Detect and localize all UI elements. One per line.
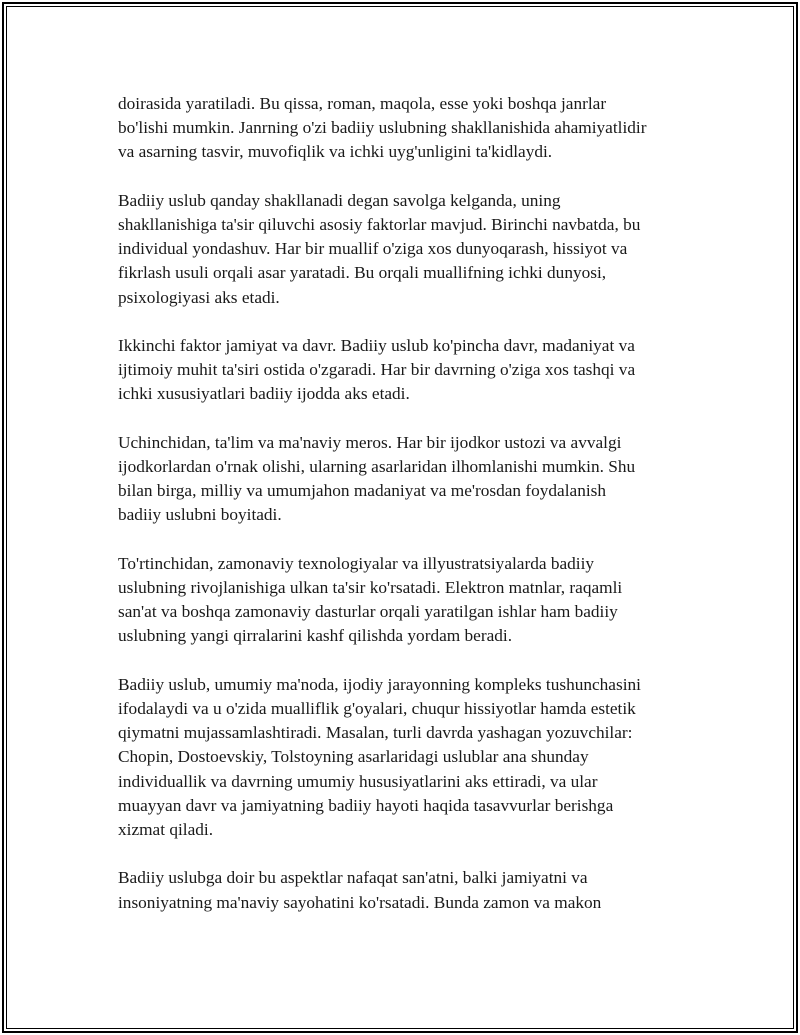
- paragraph-1: [118, 92, 718, 165]
- paragraph-2: [118, 189, 718, 310]
- text-line: muayyan davr va jamiyatning badiiy hayoti haqida tasavvurlar berishga: [118, 795, 614, 815]
- text-line: qiymatni mujassamlashtiradi. Masalan, turli davrda yashagan yozuvchilar:: [118, 723, 633, 743]
- text-line: doirasida yaratiladi. Bu qissa, roman, maqola, esse yoki boshqa janrlar: [118, 94, 607, 113]
- text-line: individual yondashuv. Har bir muallif o'ziga xos dunyoqarash, hissiyot va: [118, 239, 628, 259]
- paragraph-5: [118, 552, 718, 649]
- text-line: psixologiyasi aks etadi.: [118, 287, 280, 307]
- text-line: san'at va boshqa zamonaviy dasturlar orqali yaratilgan ishlar ham badiiy: [118, 602, 618, 622]
- text-line: badiiy uslubni boyitadi.: [118, 505, 282, 525]
- text-line: ijtimoiy muhit ta'siri ostida o'zgaradi. Har bir davrning o'ziga xos tashqi va: [118, 360, 636, 380]
- text-line: va asarning tasvir, muvofiqlik va ichki uyg'unligini ta'kidlaydi.: [118, 142, 553, 162]
- paragraph-7: [118, 866, 718, 914]
- text-line: Chopin, Dostoevskiy, Tolstoyning asarlaridagi uslublar ana shunday: [118, 747, 589, 767]
- text-line: Badiiy uslub, umumiy ma'noda, ijodiy jarayonning kompleks tushunchasini: [118, 674, 641, 694]
- text-line: fikrlash usuli orqali asar yaratadi. Bu orqali muallifning ichki dunyosi,: [118, 263, 607, 283]
- text-line: shakllanishiga ta'sir qiluvchi asosiy faktorlar mavjud. Birinchi navbatda, bu: [118, 215, 641, 234]
- text-line: bilan birga, milliy va umumjahon madaniyat va me'rosdan foydalanish: [118, 481, 607, 501]
- paragraph-3: [118, 334, 718, 407]
- text-line: ijodkorlardan o'rnak olishi, ularning asarlaridan ilhomlanishi mumkin. Shu: [118, 457, 636, 476]
- document-body: [118, 92, 718, 939]
- text-line: individuallik va davrning umumiy hususiyatlarini aks ettiradi, va ular: [118, 771, 598, 791]
- text-line: uslubning yangi qirralarini kashf qilishda yordam beradi.: [118, 626, 513, 646]
- text-line: ifodalaydi va u o'zida mualliflik g'oyalari, chuqur hissiyotlar hamda estetik: [118, 699, 636, 718]
- text-line: bo'lishi mumkin. Janrning o'zi badiiy uslubning shakllanishida ahamiyatlidir: [118, 118, 647, 138]
- paragraph-4: [118, 431, 718, 528]
- text-line: Ikkinchi faktor jamiyat va davr. Badiiy uslub ko'pincha davr, madaniyat va: [118, 336, 635, 355]
- paragraph-6: [118, 673, 718, 842]
- text-line: To'rtinchidan, zamonaviy texnologiyalar va illyustratsiyalarda badiiy: [118, 553, 595, 573]
- text-line: xizmat qiladi.: [118, 820, 214, 840]
- text-line: Uchinchidan, ta'lim va ma'naviy meros. Har bir ijodkor ustozi va avvalgi: [118, 432, 622, 452]
- text-line: insoniyatning ma'naviy sayohatini ko'rsatadi. Bunda zamon va makon: [118, 892, 602, 912]
- text-line: uslubning rivojlanishiga ulkan ta'sir ko'rsatadi. Elektron matnlar, raqamli: [118, 578, 623, 597]
- text-line: ichki xususiyatlari badiiy ijodda aks etadi.: [118, 384, 410, 404]
- text-line: Badiiy uslubga doir bu aspektlar nafaqat san'atni, balki jamiyatni va: [118, 868, 588, 888]
- text-line: Badiiy uslub qanday shakllanadi degan savolga kelganda, uning: [118, 190, 561, 210]
